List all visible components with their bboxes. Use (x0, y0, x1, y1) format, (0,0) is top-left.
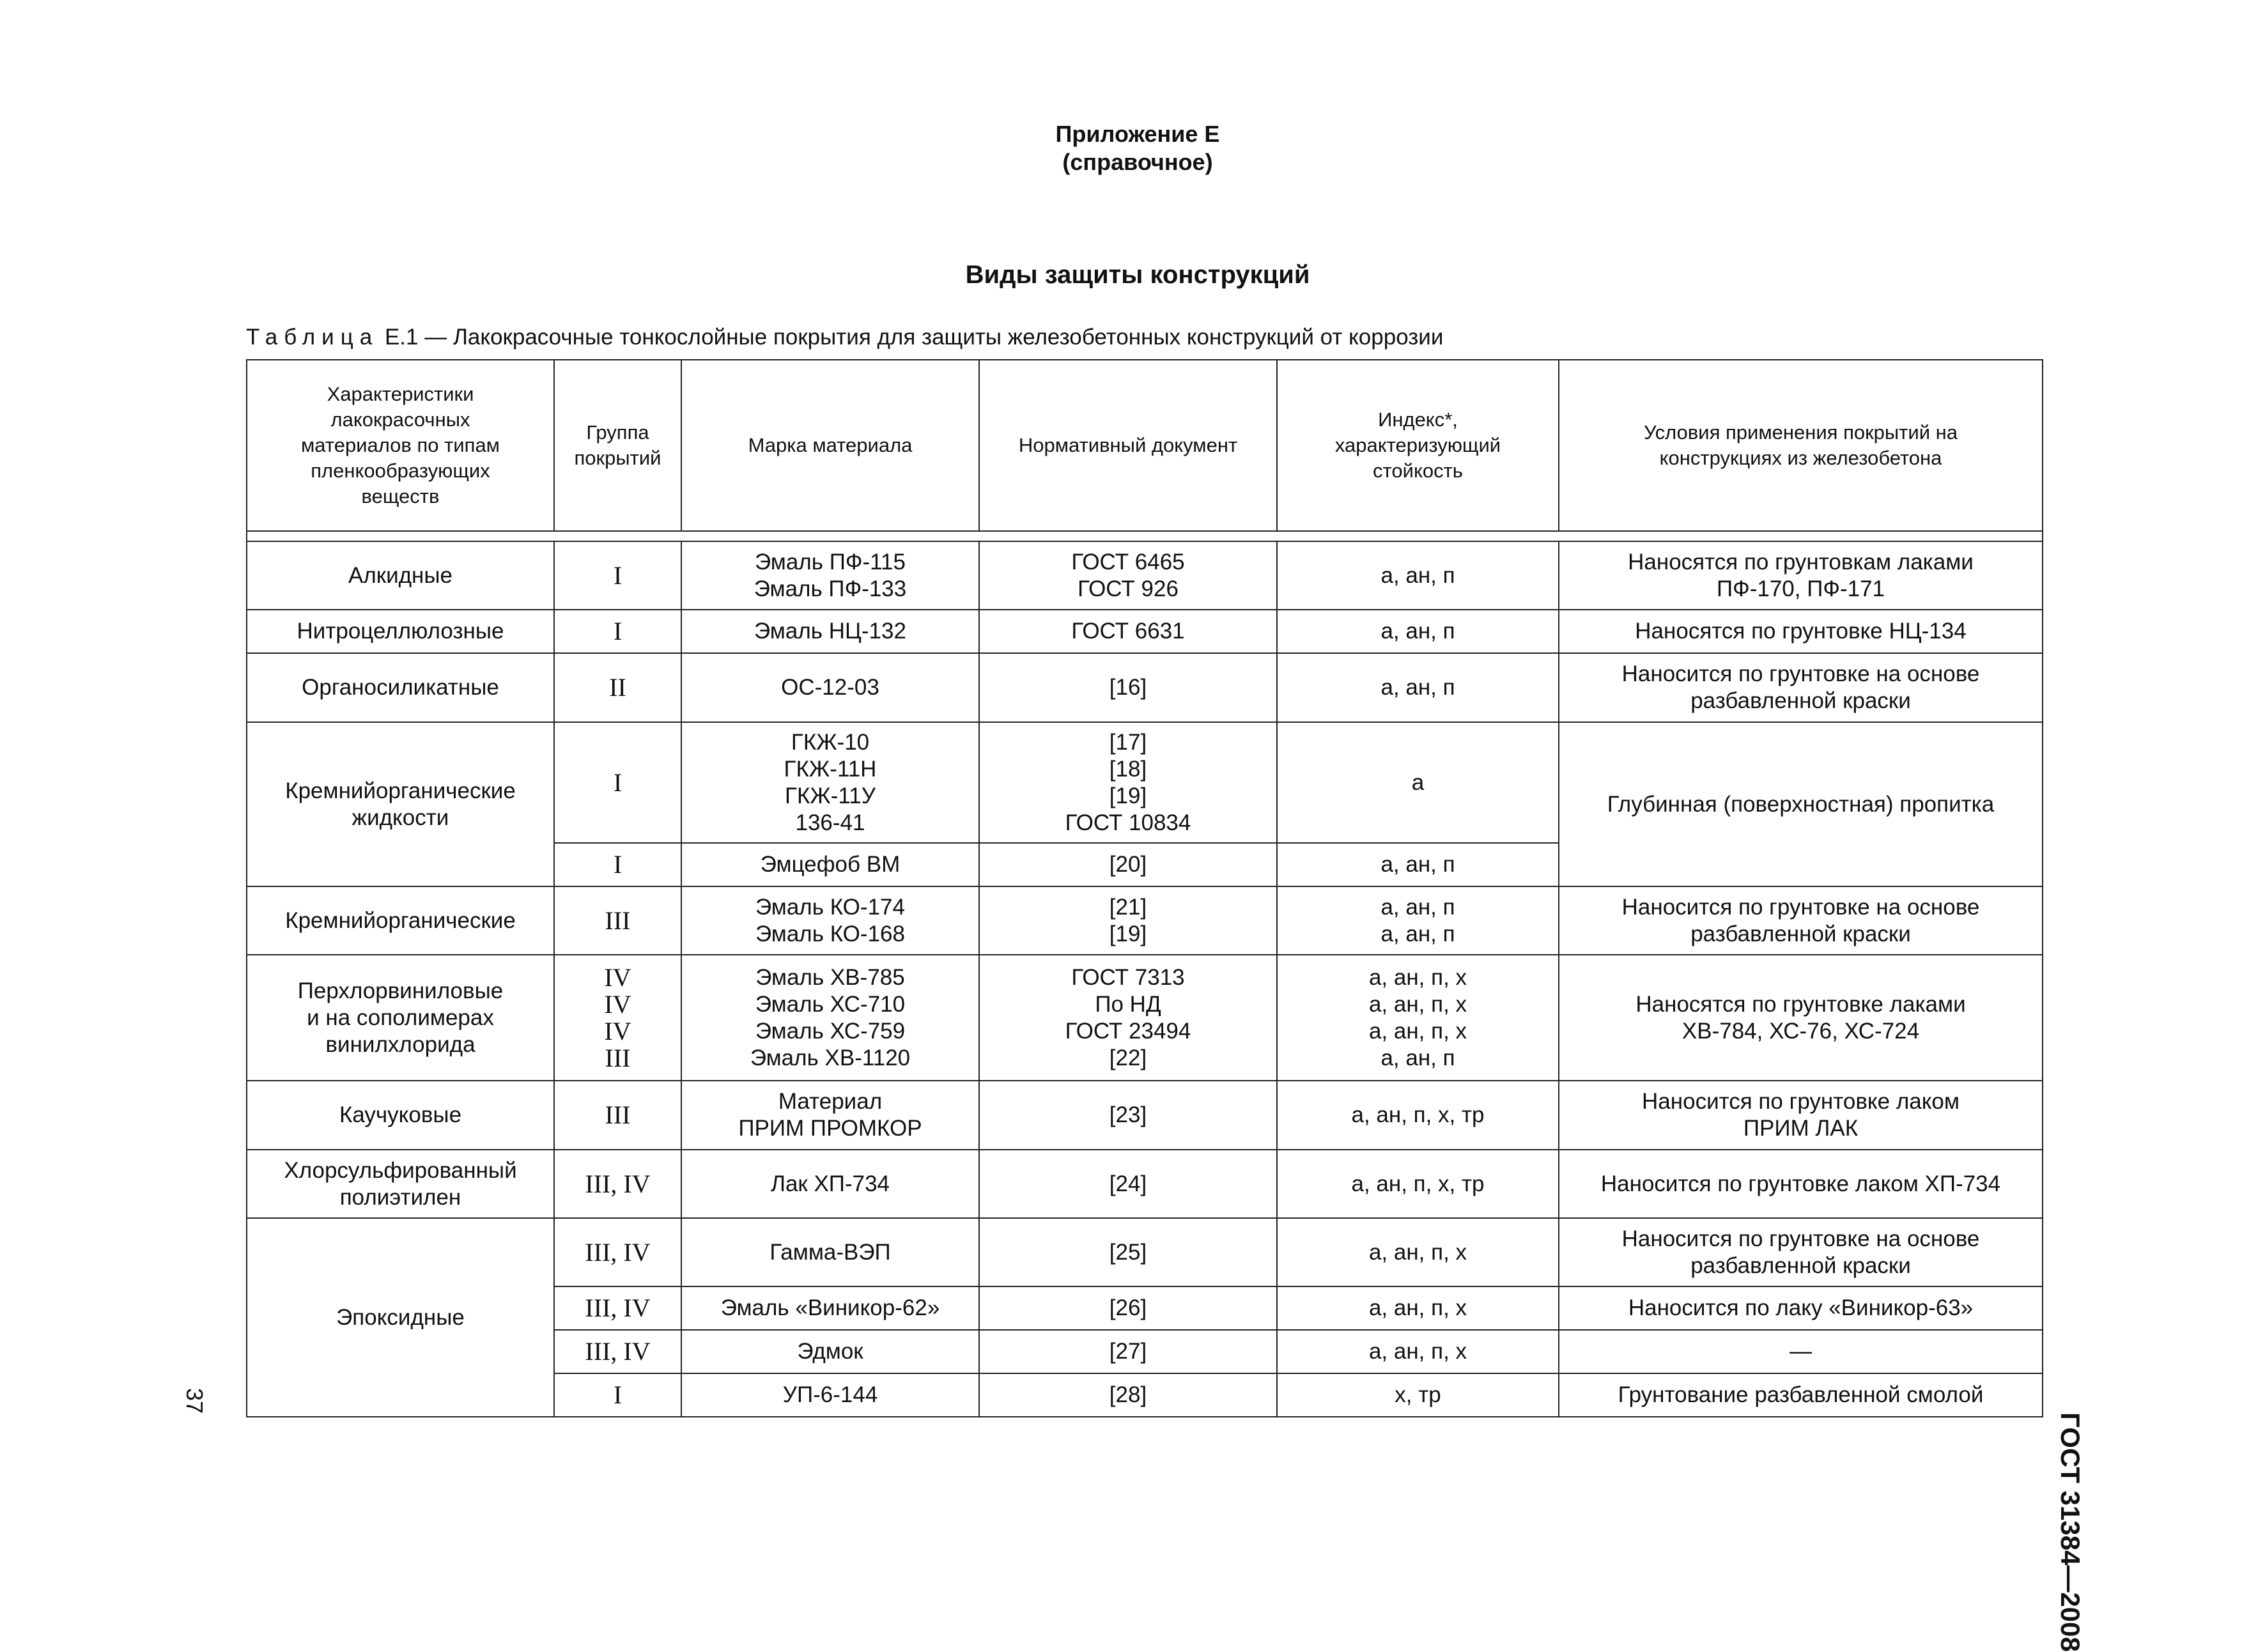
cell-doc: [17] [18] [19] ГОСТ 10834 (979, 722, 1277, 843)
cell-type: Кремнийорганические (247, 886, 554, 955)
cell-mark: Эмаль ХВ-785 Эмаль ХС-710 Эмаль ХС-759 Эмаль ХВ-1120 (681, 955, 979, 1081)
cell-type: Кремнийорганические жидкости (247, 722, 554, 886)
cell-conditions: Наносятся по грунтовкам лаками ПФ-170, ПФ-171 (1559, 541, 2043, 610)
cell-index: а, ан, п (1277, 653, 1559, 722)
cell-index: а, ан, п, х (1277, 1218, 1559, 1286)
cell-mark: Материал ПРИМ ПРОМКОР (681, 1081, 979, 1150)
cell-doc: [16] (979, 653, 1277, 722)
appendix-subtitle: (справочное) (1062, 149, 1213, 175)
cell-conditions: Наносится по лаку «Виникор-63» (1559, 1286, 2043, 1330)
cell-mark: Эмаль НЦ-132 (681, 610, 979, 653)
header-cell-index: Индекс*, характеризующий стойкость (1277, 360, 1559, 531)
cell-doc: ГОСТ 6465 ГОСТ 926 (979, 541, 1277, 610)
cell-type: Органосиликатные (247, 653, 554, 722)
cell-index: а, ан, п, х (1277, 1286, 1559, 1330)
table-caption-label: Таблица (246, 325, 379, 350)
cell-mark: Эмцефоб ВМ (681, 843, 979, 886)
cell-doc: [26] (979, 1286, 1277, 1330)
header-cell-type: Характеристики лакокрасочных материалов по типам пленкообразующих веществ (247, 360, 554, 531)
table-row (247, 886, 2043, 955)
cell-index: а, ан, п (1277, 541, 1559, 610)
header-cell-doc: Нормативный документ (979, 360, 1277, 531)
cell-group: III, IV (554, 1150, 681, 1218)
cell-index: а, ан, п, х, тр (1277, 1081, 1559, 1150)
cell-conditions: Наносится по грунтовке лаком ПРИМ ЛАК (1559, 1081, 2043, 1150)
cell-doc: [21] [19] (979, 886, 1277, 955)
cell-group: III (554, 886, 681, 955)
cell-group: III, IV (554, 1330, 681, 1373)
header-cell-conditions: Условия применения покрытий на конструкциях из железобетона (1559, 360, 2043, 531)
table-caption (246, 325, 1443, 350)
cell-group: III (554, 1081, 681, 1150)
table-row (247, 541, 2043, 610)
cell-mark: Эмаль КО-174 Эмаль КО-168 (681, 886, 979, 955)
cell-conditions: Наносится по грунтовке на основе разбавленной краски (1559, 1218, 2043, 1286)
cell-doc: [20] (979, 843, 1277, 886)
cell-type: Каучуковые (247, 1081, 554, 1150)
cell-group: III, IV (554, 1286, 681, 1330)
cell-doc: ГОСТ 7313 По НД ГОСТ 23494 [22] (979, 955, 1277, 1081)
cell-index: а, ан, п (1277, 843, 1559, 886)
table-row (247, 1218, 2043, 1286)
table-row (247, 1150, 2043, 1218)
cell-conditions: Наносится по грунтовке лаком ХП-734 (1559, 1150, 2043, 1218)
header-cell-group: Группа покрытий (554, 360, 681, 531)
cell-group: I (554, 541, 681, 610)
cell-doc: [25] (979, 1218, 1277, 1286)
standard-side-label: ГОСТ 31384—2008 (2055, 1412, 2085, 1652)
cell-mark: Лак ХП-734 (681, 1150, 979, 1218)
cell-mark: Эмаль ПФ-115 Эмаль ПФ-133 (681, 541, 979, 610)
header-cell-mark: Марка материала (681, 360, 979, 531)
cell-conditions: Наносятся по грунтовке лаками ХВ-784, ХС-76, ХС-724 (1559, 955, 2043, 1081)
table-row (247, 1081, 2043, 1150)
cell-index: а (1277, 722, 1559, 843)
cell-index: а, ан, п, х, тр (1277, 1150, 1559, 1218)
separator-cell (247, 531, 2043, 541)
cell-conditions: Глубинная (поверхностная) пропитка (1559, 722, 2043, 886)
cell-index: а, ан, п, х (1277, 1330, 1559, 1373)
cell-type: Нитроцеллюлозные (247, 610, 554, 653)
cell-group: I (554, 1373, 681, 1417)
coatings-table (246, 359, 2043, 1417)
page-number: 37 (182, 1388, 208, 1414)
appendix-title: Приложение Е (1055, 121, 1220, 147)
cell-group: I (554, 610, 681, 653)
cell-mark: Гамма-ВЭП (681, 1218, 979, 1286)
table-row (247, 610, 2043, 653)
cell-index: а, ан, п а, ан, п (1277, 886, 1559, 955)
cell-doc: [23] (979, 1081, 1277, 1150)
cell-mark: ГКЖ-10 ГКЖ-11Н ГКЖ-11У 136-41 (681, 722, 979, 843)
table-row (247, 955, 2043, 1081)
cell-conditions: Наносится по грунтовке на основе разбавленной краски (1559, 886, 2043, 955)
cell-type: Хлорсульфированный полиэтилен (247, 1150, 554, 1218)
table-row (247, 653, 2043, 722)
cell-conditions: Наносится по грунтовке на основе разбавленной краски (1559, 653, 2043, 722)
cell-doc: [24] (979, 1150, 1277, 1218)
cell-group: I (554, 722, 681, 843)
cell-doc: [28] (979, 1373, 1277, 1417)
cell-mark: УП-6-144 (681, 1373, 979, 1417)
cell-type: Эпоксидные (247, 1218, 554, 1417)
cell-group: IV IV IV III (554, 955, 681, 1081)
cell-mark: Эмаль «Виникор-62» (681, 1286, 979, 1330)
cell-group: III, IV (554, 1218, 681, 1286)
cell-conditions: Наносятся по грунтовке НЦ-134 (1559, 610, 2043, 653)
cell-doc: ГОСТ 6631 (979, 610, 1277, 653)
table-caption-text: Е.1 — Лакокрасочные тонкослойные покрытия для защиты железобетонных конструкций от коррозии (378, 325, 1444, 350)
cell-group: I (554, 843, 681, 886)
cell-conditions: — (1559, 1330, 2043, 1373)
cell-conditions: Грунтование разбавленной смолой (1559, 1373, 2043, 1417)
cell-mark: Эдмок (681, 1330, 979, 1373)
cell-index: а, ан, п, х а, ан, п, х а, ан, п, х а, ан, п (1277, 955, 1559, 1081)
cell-index: х, тр (1277, 1373, 1559, 1417)
cell-index: а, ан, п (1277, 610, 1559, 653)
header-separator (247, 531, 2043, 541)
cell-group: II (554, 653, 681, 722)
page-title: Виды защиты конструкций (965, 261, 1310, 289)
header-row (247, 360, 2043, 531)
table-row (247, 722, 2043, 843)
appendix-heading (0, 120, 2242, 176)
cell-mark: ОС-12-03 (681, 653, 979, 722)
cell-type: Перхлорвиниловые и на сополимерах винилхлорида (247, 955, 554, 1081)
cell-doc: [27] (979, 1330, 1277, 1373)
cell-type: Алкидные (247, 541, 554, 610)
